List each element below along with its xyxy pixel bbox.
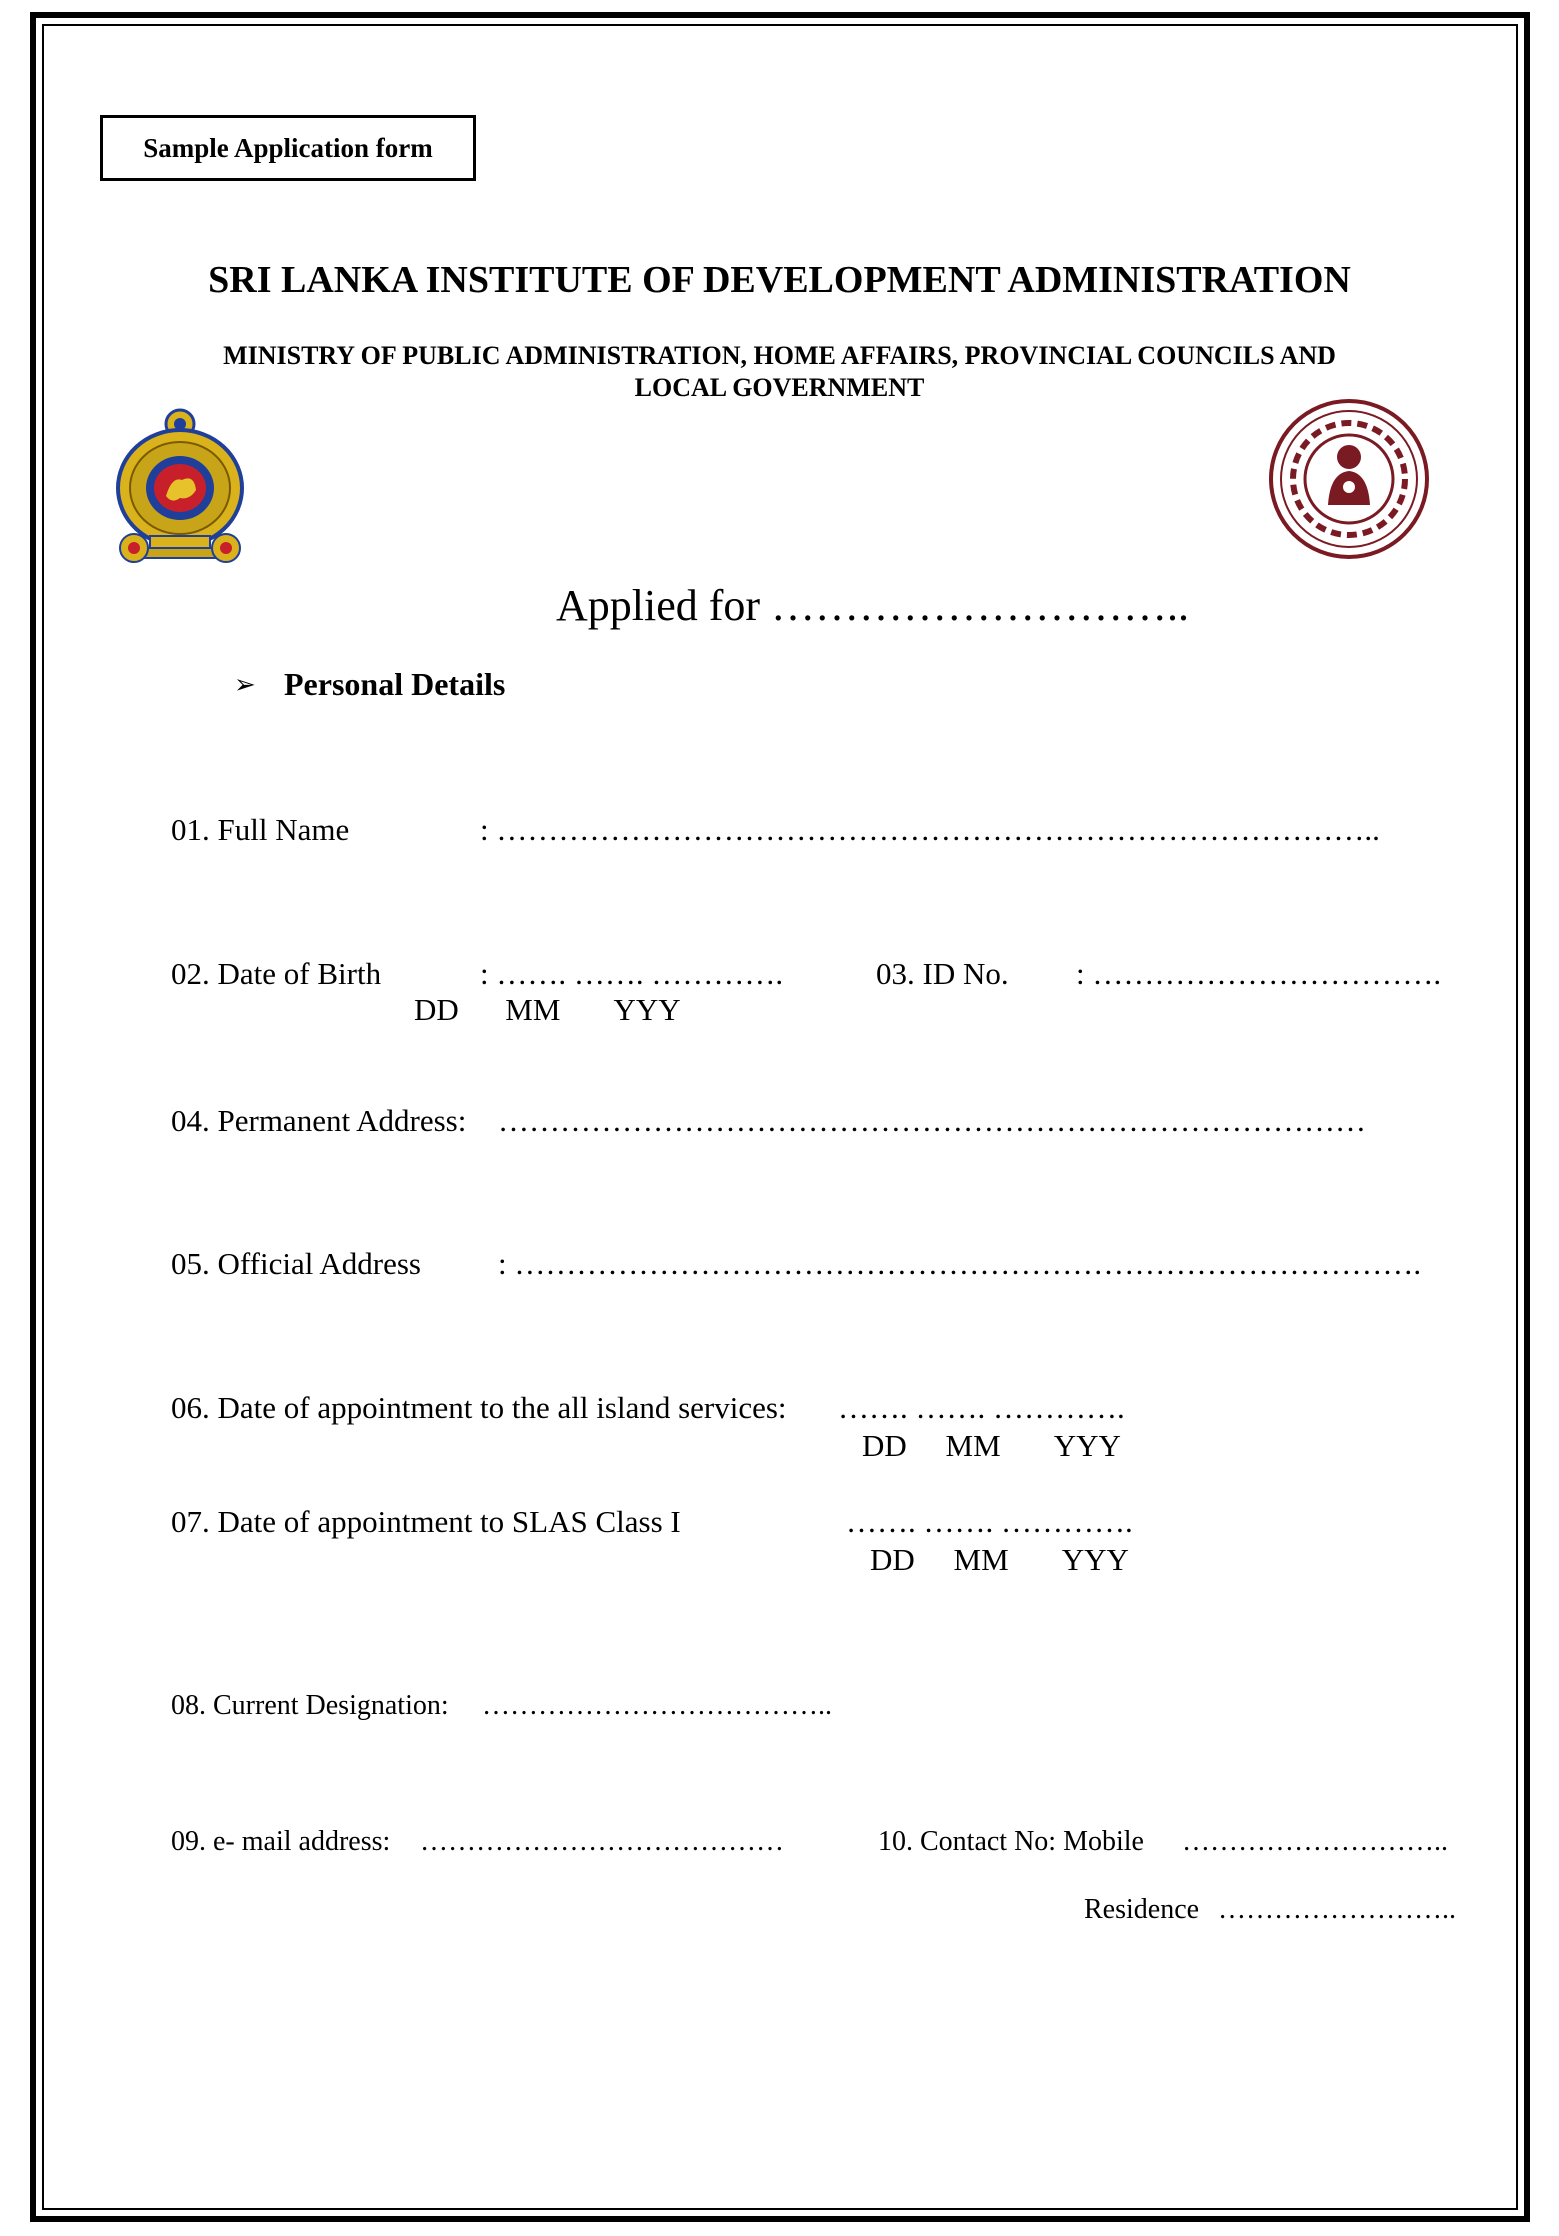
appointment-all-island-format-hint: DD MM YYY: [862, 1428, 1121, 1463]
ministry-line-2: LOCAL GOVERNMENT: [634, 373, 925, 402]
current-designation-label: 08. Current Designation:: [171, 1690, 449, 1721]
arrow-bullet-icon: ➢: [234, 670, 256, 699]
contact-mobile-field[interactable]: ………………………..: [1182, 1826, 1448, 1857]
ministry-line-1: MINISTRY OF PUBLIC ADMINISTRATION, HOME AFFAIRS, PROVINCIAL COUNCILS AND: [223, 341, 1336, 370]
sample-application-label: [100, 115, 476, 181]
official-address-field[interactable]: : …………………………………………………………………………….: [498, 1246, 1422, 1281]
email-field[interactable]: …………………………………: [420, 1826, 784, 1857]
appointment-slas-format-hint: DD MM YYY: [870, 1542, 1129, 1577]
official-address-label: 05. Official Address: [171, 1246, 421, 1281]
id-no-label: 03. ID No.: [876, 956, 1009, 991]
appointment-all-island-label: 06. Date of appointment to the all island services:: [171, 1390, 787, 1425]
sample-application-text: Sample Application form: [143, 132, 433, 163]
slida-seal-icon: [1268, 395, 1430, 563]
dob-field[interactable]: : ……. ……. ………….: [480, 956, 784, 991]
full-name-label: 01. Full Name: [171, 812, 350, 847]
contact-residence-label: Residence: [1084, 1894, 1200, 1925]
personal-details-heading: Personal Details: [284, 666, 506, 702]
appointment-all-island-field[interactable]: ……. ……. ………….: [838, 1390, 1125, 1425]
full-name-field[interactable]: : …………………………………………………………………………..: [480, 812, 1380, 847]
contact-residence-field[interactable]: ……………………..: [1218, 1894, 1456, 1925]
permanent-address-label: 04. Permanent Address:: [171, 1103, 467, 1138]
dob-label: 02. Date of Birth: [171, 956, 382, 991]
institute-title: SRI LANKA INSTITUTE OF DEVELOPMENT ADMINISTRATION: [208, 259, 1351, 301]
id-no-field[interactable]: : …………………………….: [1076, 956, 1442, 991]
permanent-address-field[interactable]: …………………………………………………………………………: [498, 1103, 1366, 1138]
current-designation-field[interactable]: ………………………………..: [482, 1690, 832, 1721]
email-label: 09. e- mail address:: [171, 1826, 391, 1857]
contact-mobile-label: 10. Contact No: Mobile: [878, 1826, 1144, 1857]
applied-for-line[interactable]: Applied for ………………………..: [556, 581, 1190, 630]
appointment-slas-label: 07. Date of appointment to SLAS Class I: [171, 1504, 681, 1539]
appointment-slas-field[interactable]: ……. ……. ………….: [846, 1504, 1133, 1539]
dob-format-hint: DD MM YYY: [414, 992, 681, 1027]
national-emblem-icon: [110, 404, 250, 568]
